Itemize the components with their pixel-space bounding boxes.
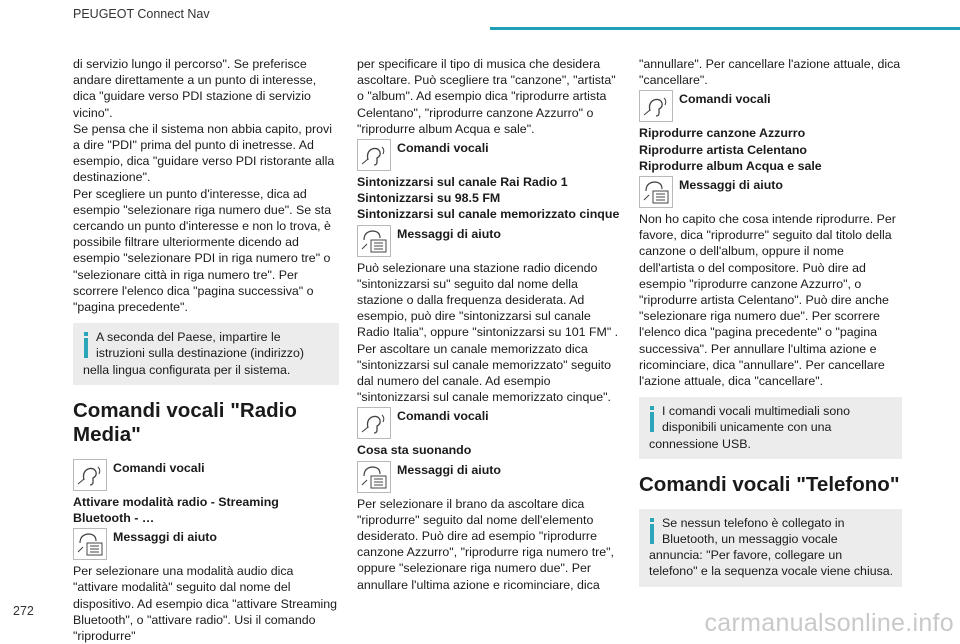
voice-command-line: Riprodurre album Acqua e sale bbox=[639, 158, 822, 173]
help-message-block bbox=[357, 461, 623, 493]
info-icon bbox=[649, 406, 655, 432]
paragraph: Se pensa che il sistema non abbia capito, provi a dire "PDI" prima del punto di inetresse. Ad esempio, dica "guidare verso PDI ristorante alla destinazione". bbox=[73, 121, 335, 185]
voice-command-line: Riprodurre artista Celentano bbox=[639, 142, 807, 157]
voice-command-icon bbox=[639, 90, 673, 122]
voice-command-icon bbox=[357, 407, 391, 439]
voice-command-label: Comandi vocali bbox=[397, 141, 489, 156]
column-2 bbox=[357, 56, 623, 593]
help-message-text: Non ho capito che cosa intende riprodurre. Per favore, dica "riprodurre" seguito dal titolo della canzone o dell'album, oppure il nome dell'artista o del compositore. Può dire ad esempio "riprodurre canzone Azzurro", o "riprodurre artista Celentano". Può dire anche "selezionare riga numero due". Per scorrere l'elenco dica "pagina precedente" o "pagina successiva". Per annullare l'ultima azione e ricominciare, dica "annullare". Per cancellare l'azione attuale, dica "cancellare". bbox=[639, 212, 896, 389]
help-message-icon bbox=[73, 528, 107, 560]
info-icon bbox=[649, 518, 655, 544]
voice-command-line: Sintonizzarsi su 98.5 FM bbox=[357, 191, 501, 206]
help-message-block bbox=[73, 528, 339, 560]
info-note bbox=[73, 323, 339, 385]
voice-command-text: Attivare modalità radio - Streaming Bluetooth - … bbox=[73, 494, 279, 526]
help-message-label: Messaggi di aiuto bbox=[679, 178, 783, 193]
voice-command-icon bbox=[357, 139, 391, 171]
header-accent-bar bbox=[490, 27, 960, 30]
info-icon bbox=[83, 332, 89, 358]
help-message-icon bbox=[357, 461, 391, 493]
voice-command-block bbox=[357, 407, 623, 439]
help-message-text: Può selezionare una stazione radio dicendo "sintonizzarsi su" seguito dal nome della stazione o dalla frequenza desiderata. Ad esempio, può dire "sintonizzarsi sul canale Radio Italia", oppure "sintonizzarsi su 101 FM" . Per ascoltare un canale memorizzato dica "sintonizzarsi sul canale memorizzato" seguito dal numero del canale. Ad esempio "sintonizzarsi sul canale memorizzato cinque". bbox=[357, 260, 619, 405]
voice-command-line: Riprodurre canzone Azzurro bbox=[639, 126, 806, 141]
column-1 bbox=[73, 56, 339, 644]
note-text: Se nessun telefono è collegato in Bluetooth, un messaggio vocale annuncia: "Per favore, collegare un telefono" e la sequenza vocale viene chiusa. bbox=[649, 515, 894, 579]
note-text: I comandi vocali multimediali sono disponibili unicamente con una connessione USB. bbox=[649, 404, 851, 451]
voice-command-block bbox=[73, 459, 339, 491]
help-message-block bbox=[357, 225, 623, 257]
paragraph: di servizio lungo il percorso". Se preferisce andare direttamente a un punto di interesse, dica "guidare verso PDI stazione di servizio vicino". bbox=[73, 57, 317, 120]
voice-command-label: Comandi vocali bbox=[113, 460, 205, 475]
watermark: carmanualsonline.info bbox=[704, 609, 954, 637]
help-message-label: Messaggi di aiuto bbox=[397, 462, 501, 477]
running-header: PEUGEOT Connect Nav bbox=[73, 7, 210, 21]
paragraph: Per scegliere un punto d'interesse, dica ad esempio "selezionare riga numero due". Se sta cercando un punto d'interesse e non lo trova, è possibile filtrare ulteriormente dicendo ad esempio "selezionare PDI in riga numero tre" o "selezionare città in riga numero tre". Per scorrere l'elenco dica "pagina successiva" o "pagina precedente". bbox=[73, 186, 332, 315]
help-message-block bbox=[639, 176, 902, 208]
voice-command-icon bbox=[73, 459, 107, 491]
voice-command-block bbox=[357, 139, 623, 171]
page-number: 272 bbox=[13, 604, 34, 618]
voice-command-line: Sintonizzarsi sul canale memorizzato cinque bbox=[357, 207, 620, 222]
voice-command-block bbox=[639, 90, 902, 122]
help-message-text: Per selezionare il brano da ascoltare dica "riprodurre" seguito dal nome dell'elemento desiderato. Può dire ad esempio "riprodurre canzone Azzurro", "riprodurre riga numero tre", oppure "selezionare riga numero due". Per annullare l'ultima azione e ricominciare, dica bbox=[357, 496, 614, 592]
help-message-icon bbox=[639, 176, 673, 208]
paragraph: per specificare il tipo di musica che desidera ascoltare. Può scegliere tra "canzone", "artista" o "album". Ad esempio dica "riprodurre artista Celentano", "riprodurre canzone Azzurro" o "riprodurre album Acqua e sale". bbox=[357, 57, 616, 136]
info-note bbox=[639, 397, 902, 459]
section-heading: Comandi vocali "Radio Media" bbox=[73, 398, 297, 446]
section-heading: Comandi vocali "Telefono" bbox=[639, 472, 900, 496]
help-message-label: Messaggi di aiuto bbox=[113, 530, 217, 545]
column-3 bbox=[639, 56, 902, 599]
help-message-label: Messaggi di aiuto bbox=[397, 226, 501, 241]
paragraph: "annullare". Per cancellare l'azione attuale, dica "cancellare". bbox=[639, 57, 901, 88]
help-message-icon bbox=[357, 225, 391, 257]
voice-command-line: Sintonizzarsi sul canale Rai Radio 1 bbox=[357, 175, 568, 190]
help-message-text: Per selezionare una modalità audio dica "attivare modalità" seguito dal nome del dispositivo. Ad esempio dica "attivare Streaming Bluetooth", o "attivare radio". Usi il comando "riprodurre" bbox=[73, 564, 338, 644]
voice-command-text: Cosa sta suonando bbox=[357, 443, 472, 458]
info-note bbox=[639, 509, 902, 587]
voice-command-label: Comandi vocali bbox=[397, 409, 489, 424]
note-text: A seconda del Paese, impartire le istruzioni sulla destinazione (indirizzo) nella lingua configurata per il sistema. bbox=[83, 330, 304, 377]
voice-command-label: Comandi vocali bbox=[679, 92, 771, 107]
